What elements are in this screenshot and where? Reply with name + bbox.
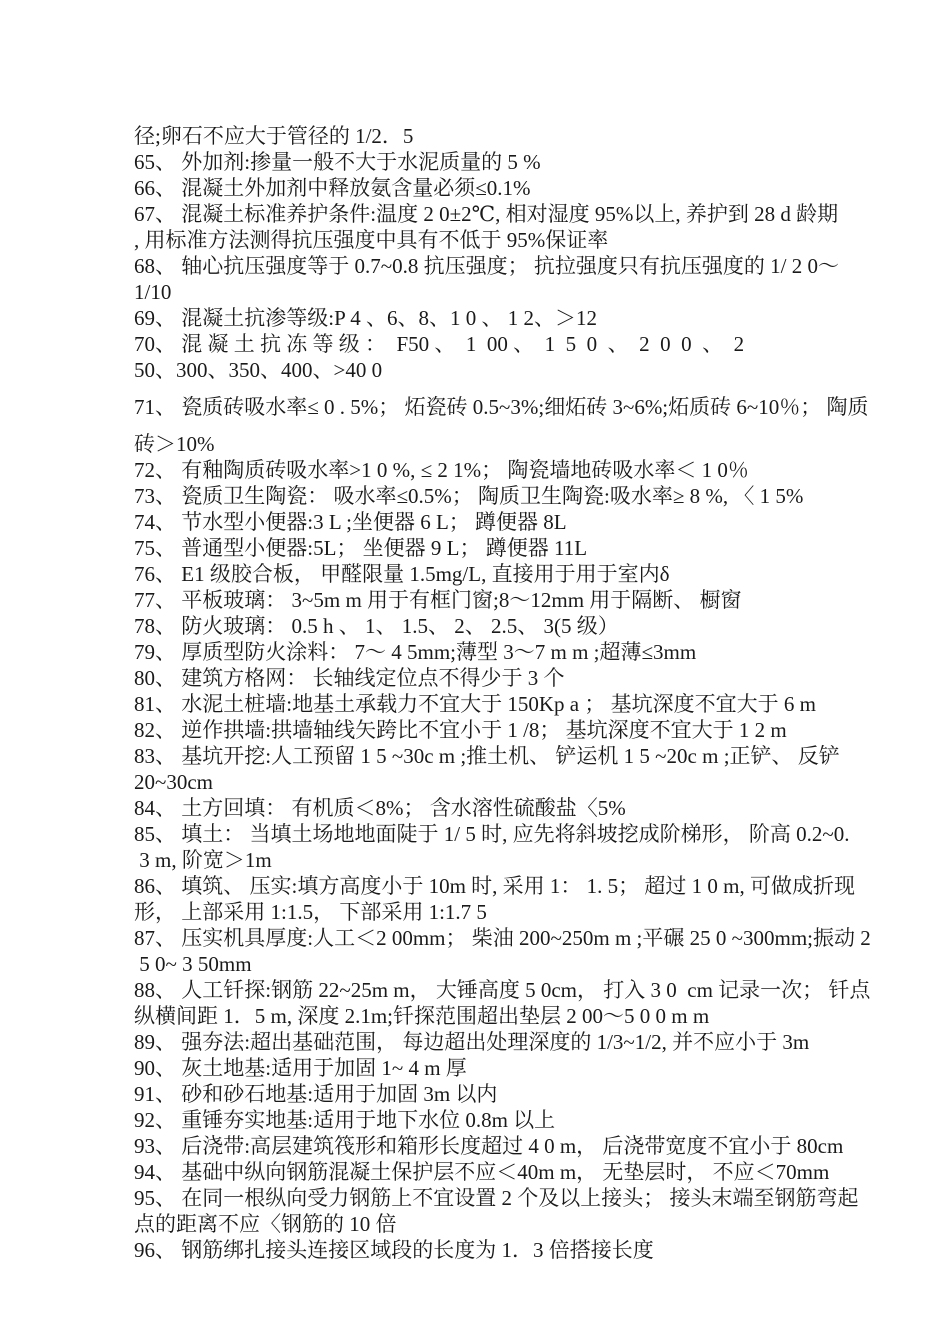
text-line: 65、 外加剂:掺量一般不大于水泥质量的 5 % <box>134 150 541 174</box>
text-line: 50、300、350、400、>40 0 <box>134 358 383 382</box>
text-line: 82、 逆作拱墙:拱墙轴线矢跨比不宜小于 1 /8； 基坑深度不宜大于 1 2 m <box>134 718 787 742</box>
text-line: 纵横间距 1．5 m, 深度 2.1m;钎探范围超出垫层 2 00～5 0 0 m m <box>134 1004 710 1028</box>
text-line: 86、 填筑、 压实:填方高度小于 10m 时, 采用 1： 1. 5； 超过 1 0 m, 可做成折现 <box>134 874 856 898</box>
text-line: 76、 E1 级胶合板， 甲醛限量 1.5mg/L, 直接用于用于室内δ <box>134 562 670 586</box>
text-line: 77、 平板玻璃： 3~5m m 用于有框门窗;8～12mm 用于隔断、 橱窗 <box>134 588 742 612</box>
text-line: 71、 瓷质砖吸水率≤ 0 . 5%； 炻瓷砖 0.5~3%;细炻砖 3~6%;炻质砖 6~10％； 陶质 <box>134 395 869 419</box>
text-line: 1/10 <box>134 280 172 304</box>
text-line: 79、 厚质型防火涂料： 7～ 4 5mm;薄型 3～7 m m ;超薄≤3mm <box>134 640 697 664</box>
text-line: 20~30cm <box>134 770 214 794</box>
text-line: 87、 压实机具厚度:人工＜2 00mm； 柴油 200~250m m ;平碾 25 0 ~300mm;振动 2 <box>134 926 871 950</box>
text-line: 68、 轴心抗压强度等于 0.7~0.8 抗压强度； 抗拉强度只有抗压强度的 1/ 2 0～ <box>134 254 839 278</box>
text-line: 3 m, 阶宽＞1m <box>134 848 272 872</box>
text-line: 84、 土方回填： 有机质＜8%； 含水溶性硫酸盐〈5% <box>134 796 626 820</box>
text-line: 66、 混凝土外加剂中释放氨含量必须≤0.1% <box>134 176 531 200</box>
text-line: 90、 灰土地基:适用于加固 1~ 4 m 厚 <box>134 1056 467 1080</box>
text-line: 94、 基础中纵向钢筋混凝土保护层不应＜40m m， 无垫层时， 不应＜70mm <box>134 1160 830 1184</box>
text-line: 73、 瓷质卫生陶瓷： 吸水率≤0.5%； 陶质卫生陶瓷:吸水率≥ 8 %, 〈 1 5% <box>134 484 804 508</box>
text-line: 89、 强夯法:超出基础范围， 每边超出处理深度的 1/3~1/2, 并不应小于 3m <box>134 1030 810 1054</box>
text-line: 形， 上部采用 1:1.5， 下部采用 1:1.7 5 <box>134 900 487 924</box>
text-line: 72、 有釉陶质砖吸水率>1 0 %, ≤ 2 1%； 陶瓷墙地砖吸水率＜ 1 0％ <box>134 458 749 482</box>
text-line: 83、 基坑开挖:人工预留 1 5 ~30c m ;推土机、 铲运机 1 5 ~20c m ;正铲、 反铲 <box>134 744 840 768</box>
text-line: , 用标准方法测得抗压强度中具有不低于 95%保证率 <box>134 228 609 252</box>
text-line: 砖＞10% <box>134 432 215 456</box>
text-line: 91、 砂和砂石地基:适用于加固 3m 以内 <box>134 1082 498 1106</box>
text-line: 80、 建筑方格网： 长轴线定位点不得少于 3 个 <box>134 666 565 690</box>
text-line: 75、 普通型小便器:5L； 坐便器 9 L； 蹲便器 11L <box>134 536 588 560</box>
text-line: 78、 防火玻璃： 0.5 h 、 1、 1.5、 2、 2.5、 3(5 级） <box>134 614 619 638</box>
text-line: 88、 人工钎探:钢筋 22~25m m， 大锤高度 5 0cm， 打入 3 0 cm 记录一次； 钎点 <box>134 978 871 1002</box>
text-line: 点的距离不应〈钢筋的 10 倍 <box>134 1212 397 1236</box>
text-line: 5 0~ 3 50mm <box>134 952 252 976</box>
text-line: 96、 钢筋绑扎接头连接区域段的长度为 1．3 倍搭接长度 <box>134 1238 654 1262</box>
text-line: 93、 后浇带:高层建筑筏形和箱形长度超过 4 0 m， 后浇带宽度不宜小于 80cm <box>134 1134 844 1158</box>
text-line: 径;卵石不应大于管径的 1/2．5 <box>134 124 414 148</box>
text-line: 92、 重锤夯实地基:适用于地下水位 0.8m 以上 <box>134 1108 556 1132</box>
document-text-block <box>134 123 871 1263</box>
text-line: 85、 填土： 当填土场地地面陡于 1/ 5 时, 应先将斜坡挖成阶梯形， 阶高 0.2~0. <box>134 822 850 846</box>
text-line: 70、 混 凝 土 抗 冻 等 级 ： F50 、 1 00 、 1 5 0 、 2 0 0 、 2 <box>134 332 745 356</box>
text-line: 69、 混凝土抗渗等级:P 4 、6、8、1 0 、 1 2、＞12 <box>134 306 597 330</box>
text-line: 74、 节水型小便器:3 L ;坐便器 6 L； 蹲便器 8L <box>134 510 567 534</box>
text-line: 81、 水泥土桩墙:地基土承载力不宜大于 150Kp a ； 基坑深度不宜大于 6 m <box>134 692 816 716</box>
text-line: 67、 混凝土标准养护条件:温度 2 0±2℃, 相对湿度 95%以上, 养护到 28 d 龄期 <box>134 202 839 226</box>
text-line: 95、 在同一根纵向受力钢筋上不宜设置 2 个及以上接头； 接头末端至钢筋弯起 <box>134 1186 859 1210</box>
